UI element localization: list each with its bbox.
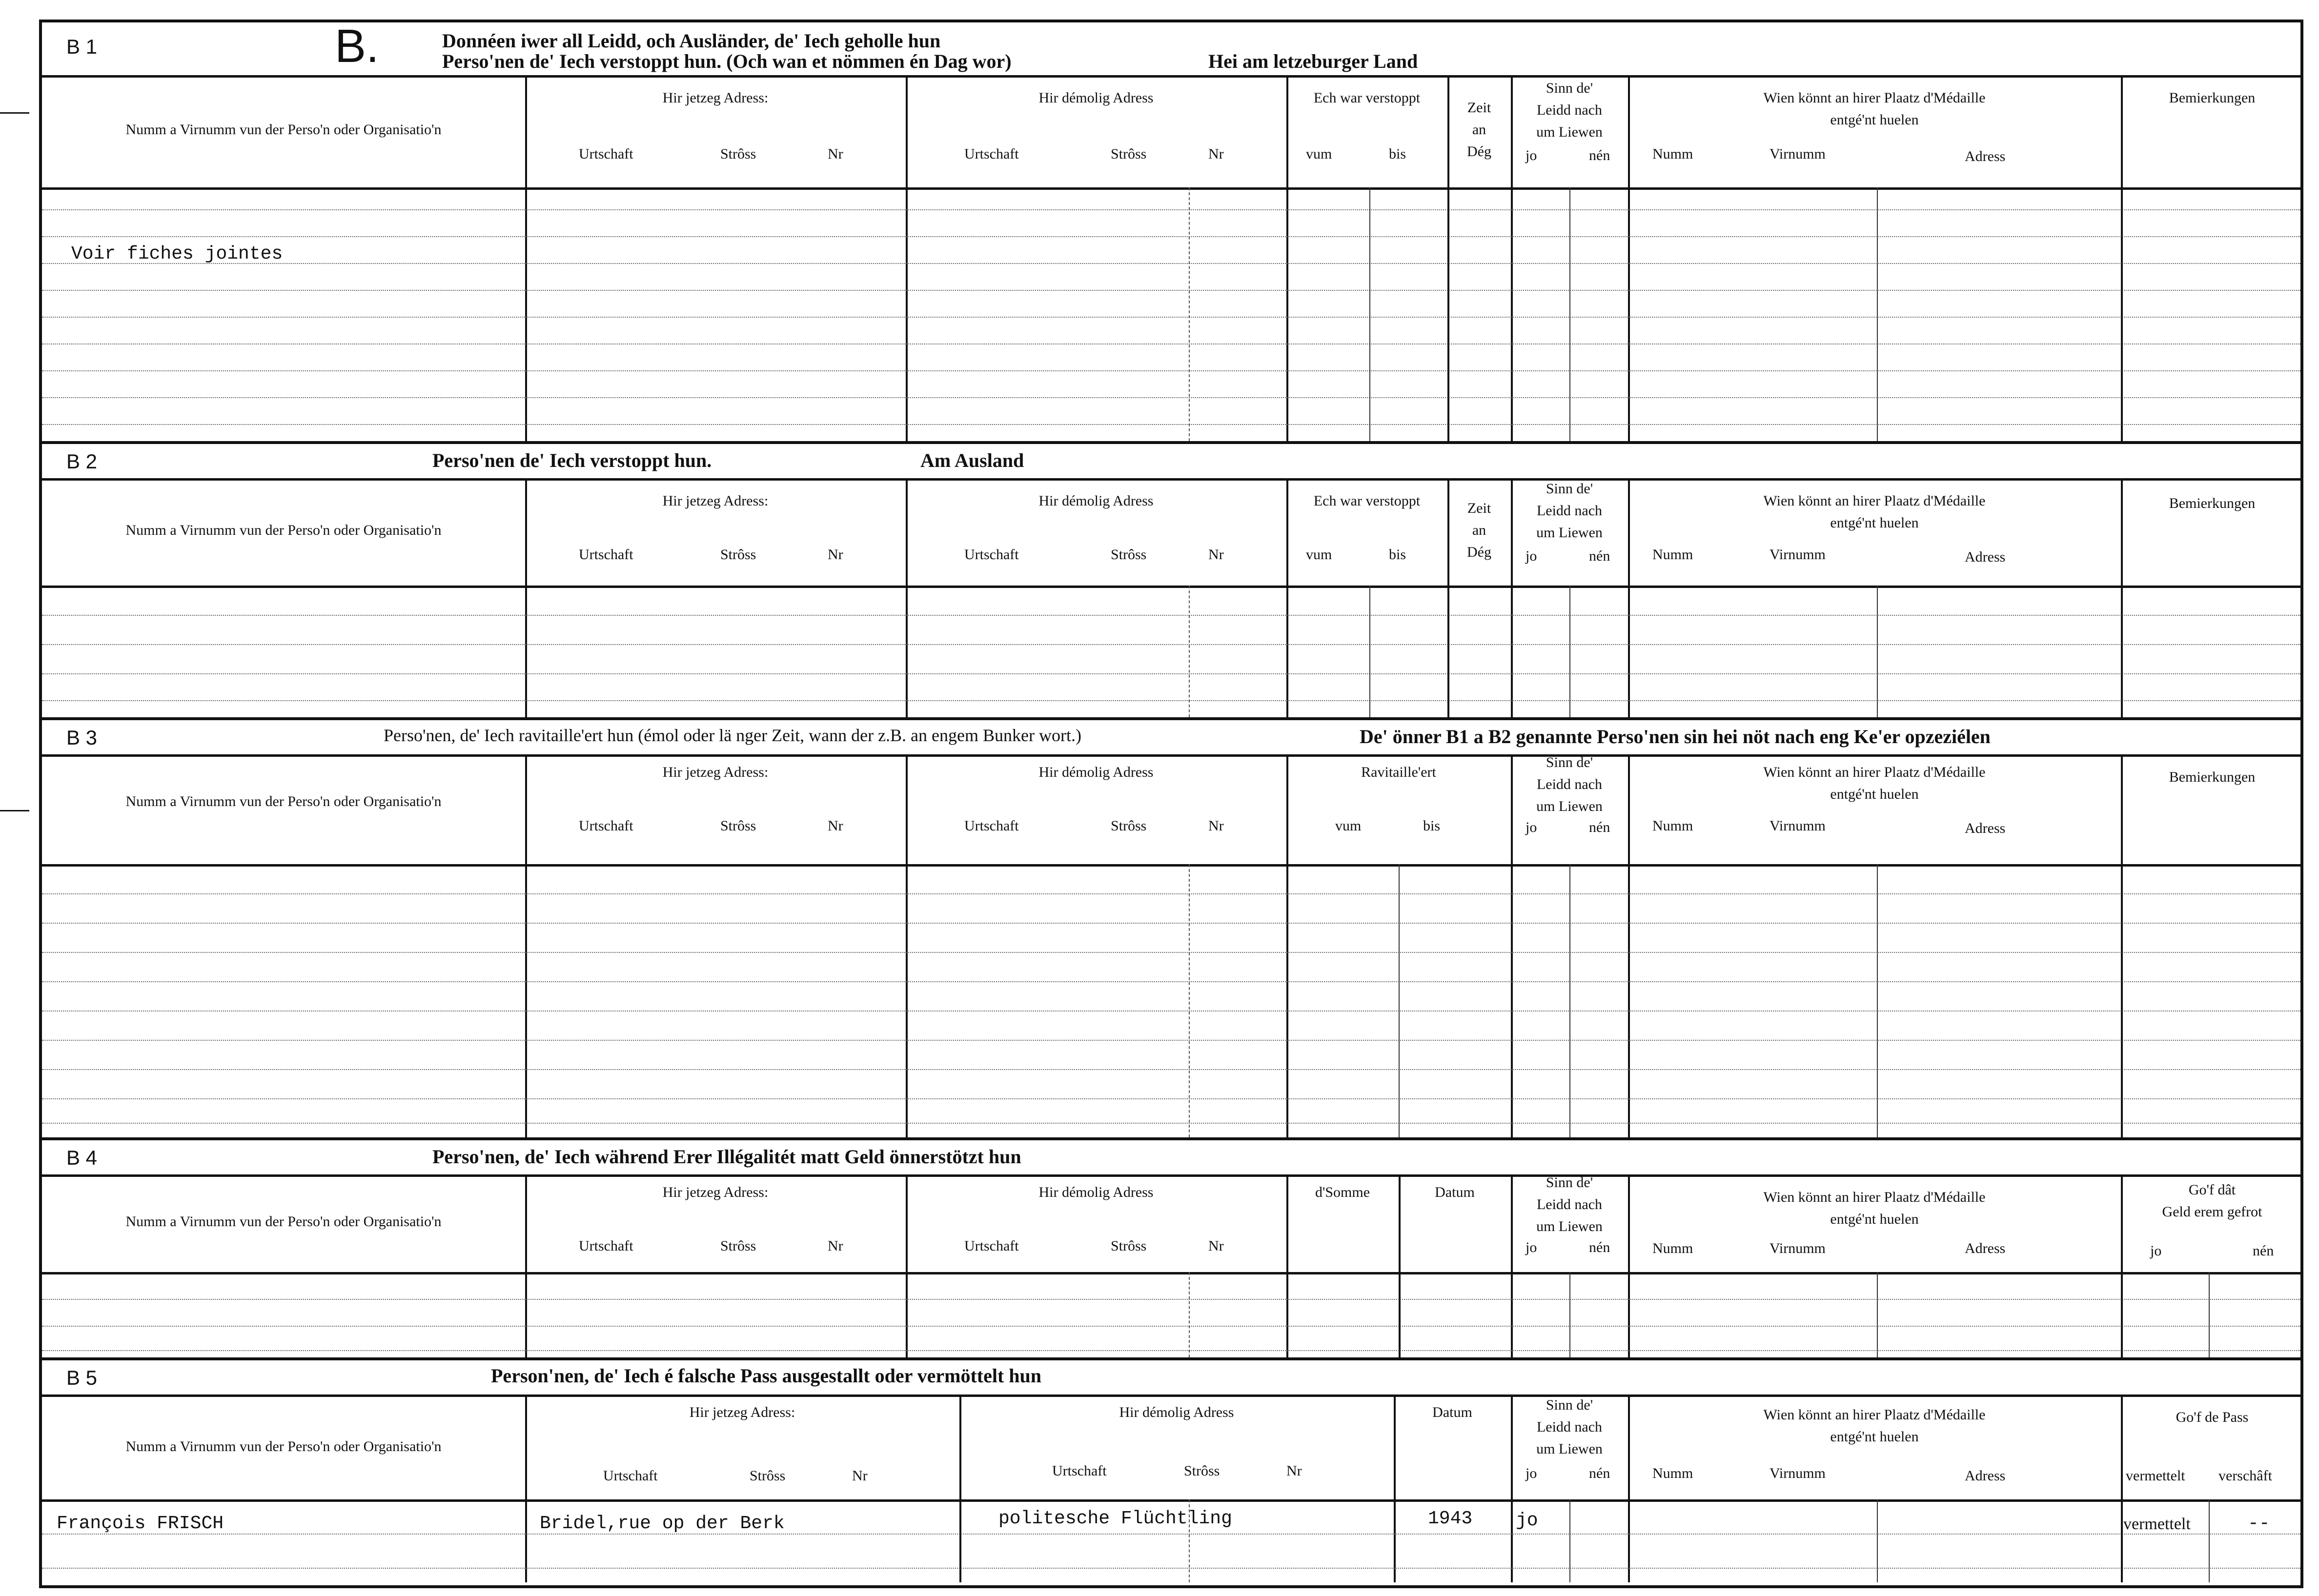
no-header: nén (1589, 1465, 1610, 1481)
b5-row-name: François FRISCH (57, 1513, 224, 1534)
medal-header-1: Wien könnt an hirer Plaatz d'Médaille (1763, 493, 1986, 509)
section-b2-header (42, 444, 2300, 481)
pass-issued-header: vermettelt (2126, 1468, 2185, 1484)
place-header: Urtschaft (579, 818, 633, 834)
b5-row-current-address: Bridel,rue op der Berk (540, 1513, 785, 1534)
medal-header-1: Wien könnt an hirer Plaatz d'Médaille (1763, 90, 1986, 106)
saved-header-1: Sinn de' (1546, 1397, 1593, 1413)
section-b1-column-header (42, 75, 2300, 190)
section-b3-title: Perso'nen, de' Iech ravitaille'ert hun (émol oder lä nger Zeit, wann der z.B. an engem Bunker wort.) (384, 726, 1081, 745)
no-header: nén (1589, 548, 1610, 564)
nr-header: Nr (1208, 818, 1224, 834)
saved-header-3: um Liewen (1536, 798, 1603, 814)
firstname-header: Virnumm (1770, 818, 1826, 834)
yes-header: jo (1526, 819, 1537, 835)
date-header: Datum (1435, 1184, 1475, 1200)
saved-header-2: Leidd nach (1536, 1419, 1603, 1435)
nr-header: Nr (1208, 546, 1224, 563)
place-header: Urtschaft (579, 146, 633, 162)
street-header: Strôss (750, 1468, 786, 1484)
remarks-header: Bemierkungen (2169, 90, 2256, 106)
address-header: Adress (1965, 549, 2006, 565)
supplied-header: Ravitaille'ert (1361, 764, 1436, 780)
nr-header: Nr (1208, 146, 1224, 162)
place-header: Urtschaft (579, 1238, 633, 1254)
nr-header: Nr (828, 146, 843, 162)
remarks-header: Bemierkungen (2169, 769, 2256, 785)
registration-mark (0, 810, 29, 811)
address-header: Adress (1965, 820, 2006, 836)
saved-header-3: um Liewen (1536, 1441, 1603, 1457)
section-b5-title: Person'nen, de' Iech é falsche Pass ausgestallt oder vermöttelt hun (491, 1365, 1042, 1387)
b5-row-pass: vermettelt (2123, 1515, 2191, 1533)
medal-header-2: entgé'nt huelen (1830, 1429, 1919, 1445)
pass-procured-header: verschâft (2218, 1468, 2272, 1484)
section-b5-rows (42, 1499, 2300, 1582)
from-header: vum (1306, 546, 1332, 563)
nr-header: Nr (828, 1238, 843, 1254)
place-header: Urtschaft (964, 146, 1019, 162)
former-address-header: Hir démolig Adress (1038, 764, 1154, 780)
medal-header-1: Wien könnt an hirer Plaatz d'Médaille (1763, 764, 1986, 780)
name-column-header: Numm a Virnumm vun der Perso'n oder Organisatio'n (125, 793, 442, 809)
place-header: Urtschaft (964, 546, 1019, 563)
surname-header: Numm (1652, 1240, 1693, 1256)
current-address-header: Hir jetzeg Adress: (662, 493, 769, 509)
name-column-header: Numm a Virnumm vun der Perso'n oder Organisatio'n (125, 1213, 442, 1230)
current-address-header: Hir jetzeg Adress: (662, 764, 769, 780)
no-header: nén (1589, 147, 1610, 163)
nr-header: Nr (852, 1468, 868, 1484)
section-b2-column-header (42, 478, 2300, 588)
street-header: Strôss (1111, 546, 1147, 563)
firstname-header: Virnumm (1770, 1465, 1826, 1481)
former-address-header: Hir démolig Adress (1038, 1184, 1154, 1200)
yes-header: jo (1526, 147, 1537, 163)
time-header-days: Dég (1467, 143, 1491, 160)
pass-header: Go'f de Pass (2176, 1409, 2249, 1425)
medal-header-2: entgé'nt huelen (1830, 1211, 1919, 1227)
to-header: bis (1389, 546, 1406, 563)
section-b4-id: B 4 (66, 1146, 98, 1169)
form-frame (39, 20, 2303, 1588)
section-b3-rows (42, 864, 2300, 1137)
saved-header-3: um Liewen (1536, 525, 1603, 541)
medal-header-2: entgé'nt huelen (1830, 515, 1919, 531)
section-b2-rows (42, 586, 2300, 717)
b5-row-saved: jo (1516, 1510, 1538, 1531)
nr-header: Nr (828, 818, 843, 834)
current-address-header: Hir jetzeg Adress: (662, 90, 769, 106)
section-b4-column-header (42, 1174, 2300, 1274)
address-header: Adress (1965, 1240, 2006, 1256)
street-header: Strôss (720, 818, 756, 834)
section-b1-title-right: Hei am letzeburger Land (1208, 50, 1418, 72)
yes-header: jo (1526, 1465, 1537, 1481)
place-header: Urtschaft (603, 1468, 658, 1484)
section-b3-title-right: De' önner B1 a B2 genannte Perso'nen sin hei nöt nach eng Ke'er opzeziélen (1360, 726, 1991, 747)
section-b1-title-line1: Donnéen iwer all Leidd, och Ausländer, de' Iech geholle hun (442, 30, 941, 52)
no-header: nén (1589, 1239, 1610, 1255)
time-header-days: Dég (1467, 544, 1491, 560)
section-b3-column-header (42, 754, 2300, 867)
street-header: Strôss (720, 1238, 756, 1254)
street-header: Strôss (1111, 146, 1147, 162)
address-header: Adress (1965, 1468, 2006, 1484)
gave-money-header-1: Go'f dât (2188, 1182, 2236, 1198)
saved-header-1: Sinn de' (1546, 481, 1593, 497)
saved-header-1: Sinn de' (1546, 80, 1593, 96)
section-b1-title-line2: Perso'nen de' Iech verstoppt hun. (Och wan et nömmen én Dag wor) (442, 50, 1012, 72)
saved-header-1: Sinn de' (1546, 754, 1593, 770)
current-address-header: Hir jetzeg Adress: (689, 1404, 795, 1420)
saved-header-2: Leidd nach (1536, 503, 1603, 519)
former-address-header: Hir démolig Adress (1038, 493, 1154, 509)
section-b5-id: B 5 (66, 1366, 98, 1389)
saved-header-3: um Liewen (1536, 1218, 1603, 1234)
section-b2-title: Perso'nen de' Iech verstoppt hun. (432, 449, 712, 471)
place-header: Urtschaft (579, 546, 633, 563)
medal-header-2: entgé'nt huelen (1830, 786, 1919, 802)
surname-header: Numm (1652, 546, 1693, 563)
nr-header: Nr (828, 546, 843, 563)
section-b5-column-header (42, 1394, 2300, 1502)
yes-header: jo (1526, 1239, 1537, 1255)
street-header: Strôss (720, 546, 756, 563)
former-address-header: Hir démolig Adress (1119, 1404, 1234, 1420)
section-b1-header (42, 22, 2300, 78)
saved-header-1: Sinn de' (1546, 1174, 1593, 1191)
surname-header: Numm (1652, 146, 1693, 162)
section-b5-header (42, 1360, 2300, 1397)
saved-header-2: Leidd nach (1536, 102, 1603, 118)
b1-entry-text: Voir fiches jointes (71, 243, 283, 264)
saved-header-3: um Liewen (1536, 124, 1603, 140)
section-b3-header (42, 720, 2300, 757)
section-b1-id: B 1 (66, 35, 98, 58)
b5-row-pass-procured: -- (2248, 1513, 2270, 1534)
street-header: Strôss (720, 146, 756, 162)
from-header: vum (1335, 818, 1362, 834)
place-header: Urtschaft (964, 818, 1019, 834)
b5-row-former-address: politesche Flüchtling (998, 1508, 1232, 1529)
section-b4-header (42, 1140, 2300, 1177)
yes-header: jo (2150, 1243, 2162, 1259)
address-header: Adress (1965, 148, 2006, 164)
medal-header-2: entgé'nt huelen (1830, 112, 1919, 128)
time-header: Zeit (1467, 100, 1491, 116)
nr-header: Nr (1208, 1238, 1224, 1254)
name-column-header: Numm a Virnumm vun der Perso'n oder Organisatio'n (125, 522, 442, 538)
section-b2-title-right: Am Ausland (920, 449, 1024, 471)
section-b1-rows (42, 187, 2300, 441)
surname-header: Numm (1652, 818, 1693, 834)
hidden-header: Ech war verstoppt (1313, 90, 1421, 106)
date-header: Datum (1432, 1404, 1472, 1420)
gave-money-header-2: Geld erem gefrot (2162, 1204, 2262, 1220)
place-header: Urtschaft (964, 1238, 1019, 1254)
former-address-header: Hir démolig Adress (1038, 90, 1154, 106)
to-header: bis (1423, 818, 1441, 834)
time-header-an: an (1472, 121, 1486, 138)
b5-row-date: 1943 (1428, 1508, 1473, 1529)
hidden-header: Ech war verstoppt (1313, 493, 1421, 509)
yes-header: jo (1526, 548, 1537, 564)
name-column-header: Numm a Virnumm vun der Perso'n oder Organisatio'n (125, 1438, 442, 1455)
time-header-an: an (1472, 522, 1486, 538)
registration-mark (0, 112, 29, 114)
name-column-header: Numm a Virnumm vun der Perso'n oder Organisatio'n (125, 121, 442, 138)
surname-header: Numm (1652, 1465, 1693, 1481)
firstname-header: Virnumm (1770, 1240, 1826, 1256)
street-header: Strôss (1111, 818, 1147, 834)
to-header: bis (1389, 146, 1406, 162)
section-b4-title: Perso'nen, de' Iech während Erer Illégalitét matt Geld önnerstötzt hun (432, 1146, 1021, 1168)
saved-header-2: Leidd nach (1536, 776, 1603, 792)
section-b2-id: B 2 (66, 450, 98, 473)
section-b4-rows (42, 1272, 2300, 1357)
medal-header-1: Wien könnt an hirer Plaatz d'Médaille (1763, 1189, 1986, 1205)
no-header: nén (2253, 1243, 2274, 1259)
sum-header: d'Somme (1315, 1184, 1370, 1200)
street-header: Strôss (1184, 1463, 1220, 1479)
street-header: Strôss (1111, 1238, 1147, 1254)
remarks-header: Bemierkungen (2169, 495, 2256, 511)
section-b3-id: B 3 (66, 726, 98, 749)
firstname-header: Virnumm (1770, 146, 1826, 162)
section-letter: B. (335, 20, 379, 72)
medal-header-1: Wien könnt an hirer Plaatz d'Médaille (1763, 1407, 1986, 1423)
firstname-header: Virnumm (1770, 546, 1826, 563)
saved-header-2: Leidd nach (1536, 1196, 1603, 1212)
nr-header: Nr (1286, 1463, 1302, 1479)
from-header: vum (1306, 146, 1332, 162)
time-header: Zeit (1467, 500, 1491, 516)
no-header: nén (1589, 819, 1610, 835)
place-header: Urtschaft (1052, 1463, 1107, 1479)
current-address-header: Hir jetzeg Adress: (662, 1184, 769, 1200)
